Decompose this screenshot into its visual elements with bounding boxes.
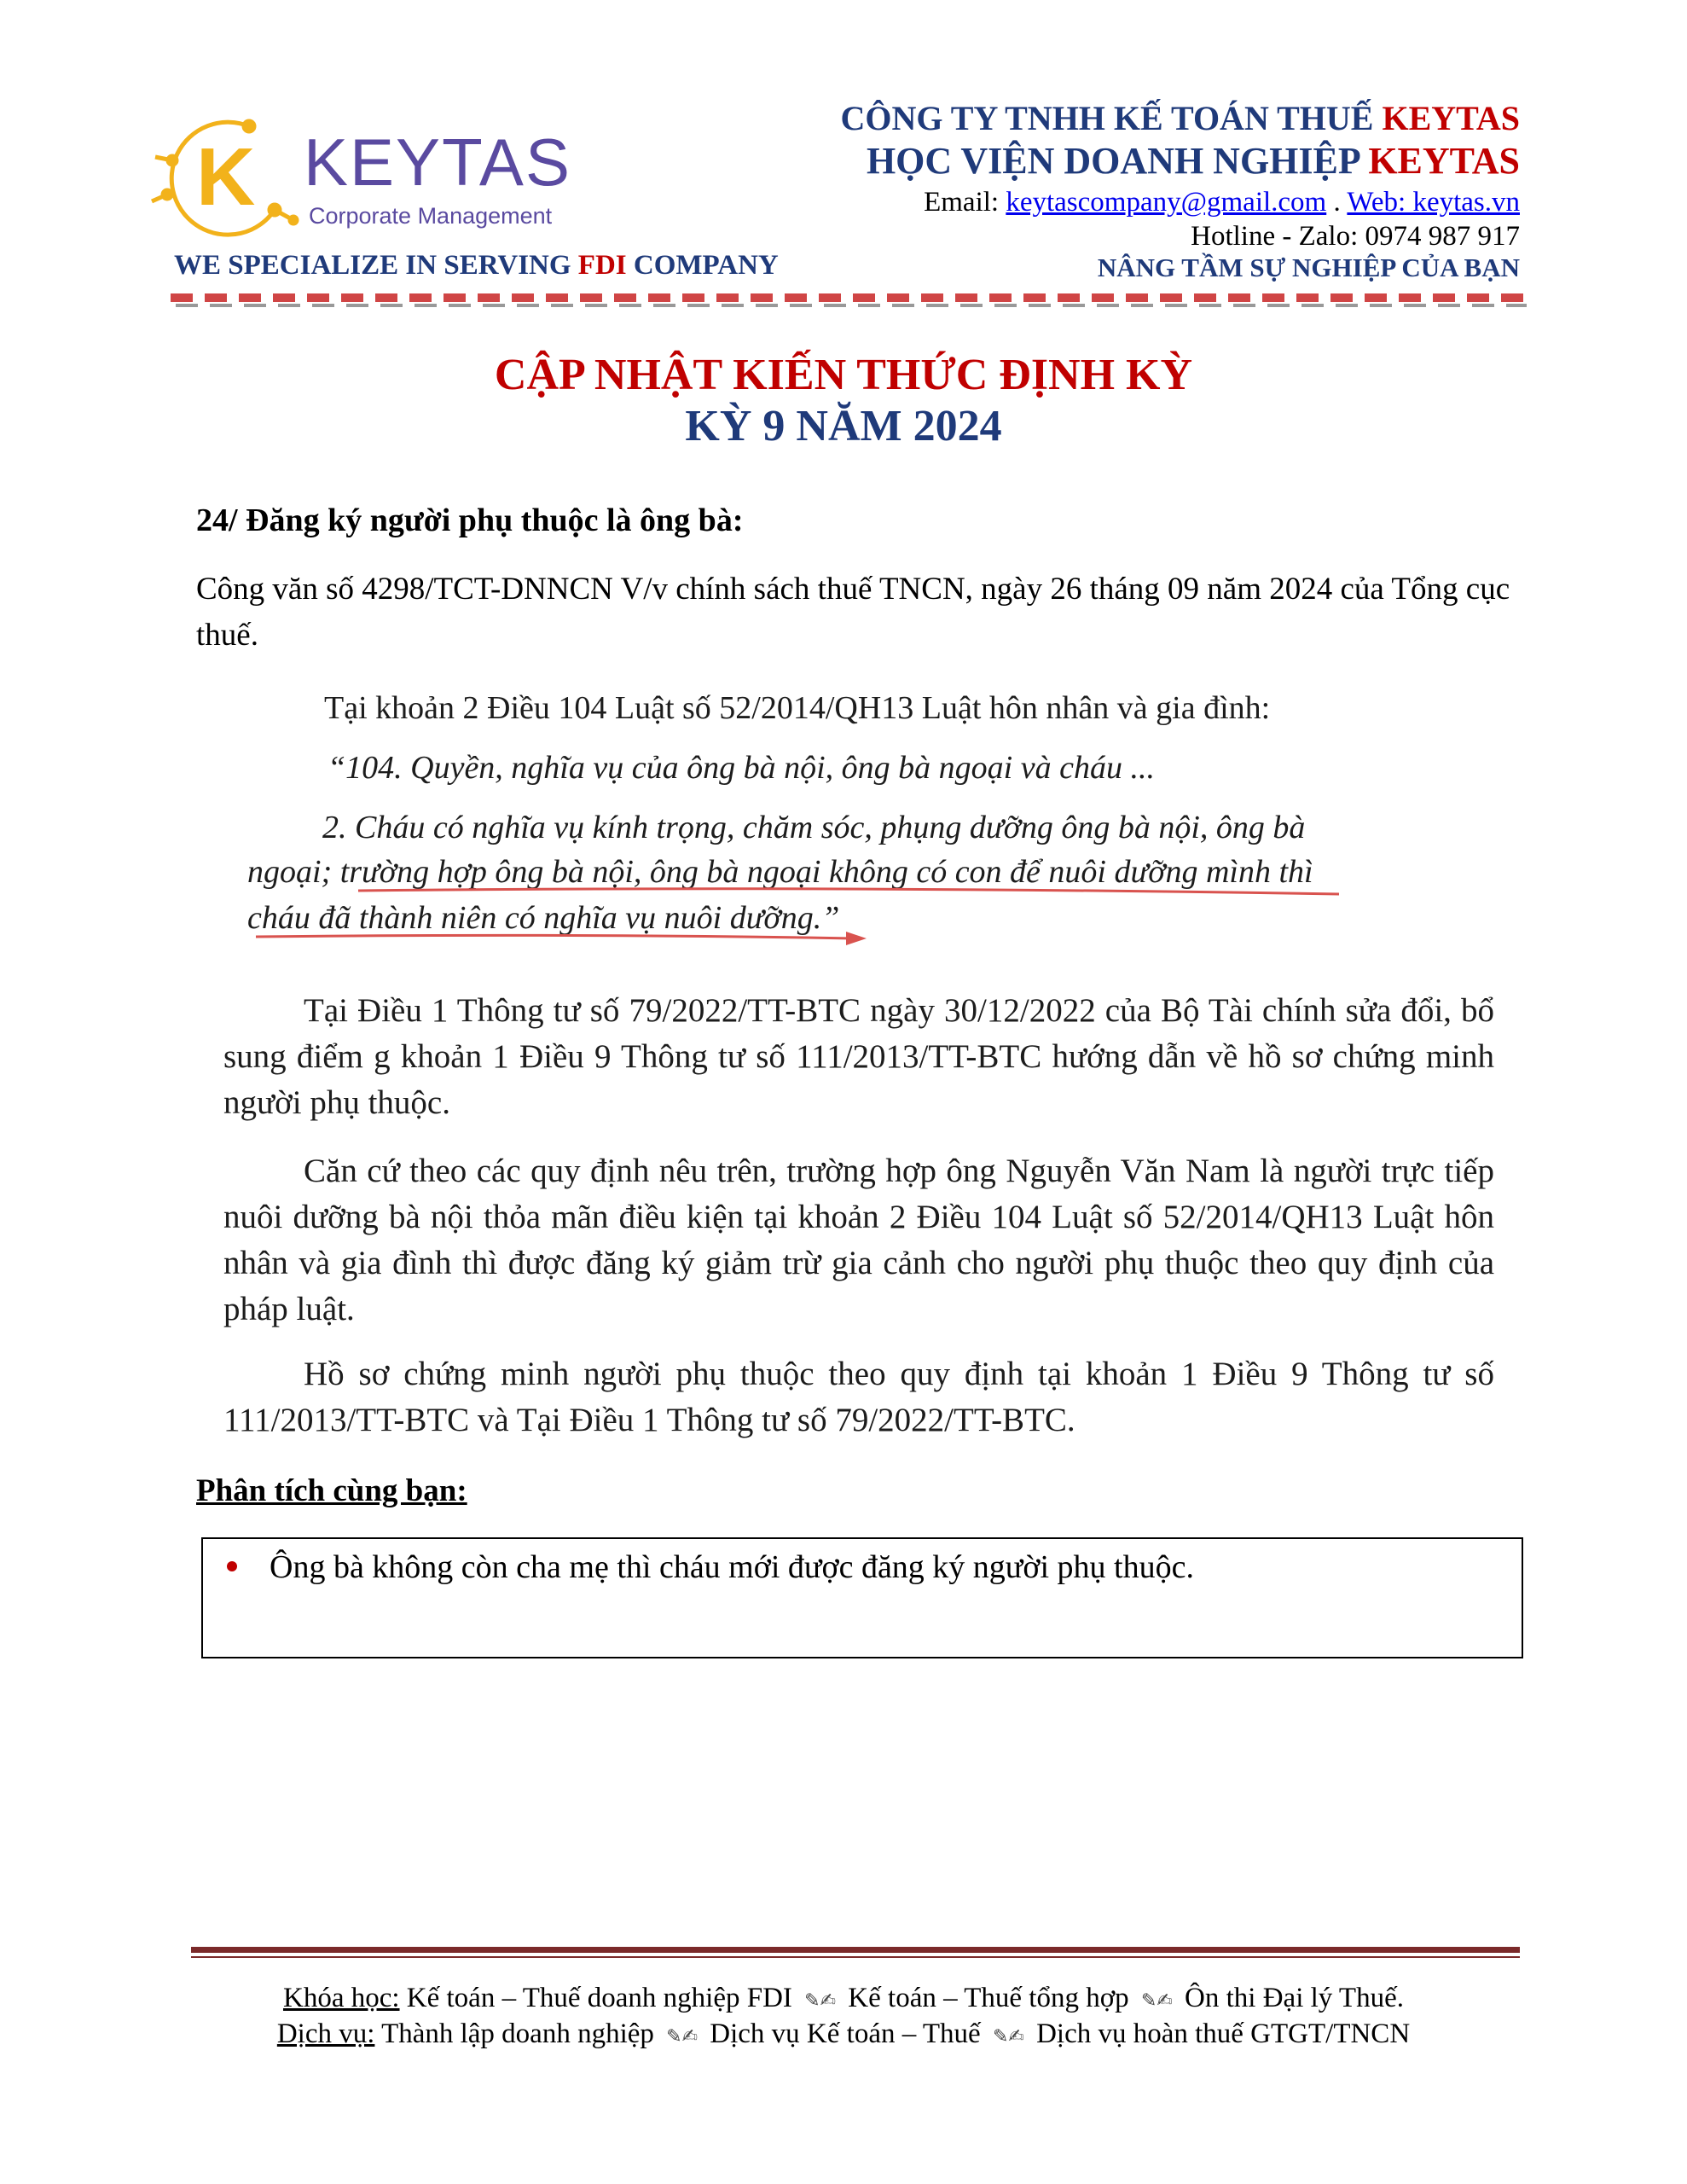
body-paragraph: Hồ sơ chứng minh người phụ thuộc theo quy định tại khoản 1 Điều 9 Thông tư số 111/2013/TT-BTC và Tại Điều 1 Thông tư số 79/2022/TT-BTC. [223,1356,1494,1438]
header-divider-shadow [176,304,1527,307]
pen-icon: ✎✍ [1140,1990,1173,2012]
academy-name: HỌC VIỆN DOANH NGHIỆP KEYTAS [866,140,1520,182]
quote-line: ngoại; trường hợp ông bà nội, ông bà ngoại không có con để nuôi dưỡng mình thì [247,854,1313,890]
contact-line: Email: keytascompany@gmail.com . Web: keytas.vn [924,187,1520,218]
quote-line: Tại khoản 2 Điều 104 Luật số 52/2014/QH13 Luật hôn nhân và gia đình: [324,690,1271,726]
logo-letter: K [196,131,256,223]
pen-icon: ✎✍ [666,2026,699,2048]
logo-subtitle: Corporate Management [309,203,553,229]
analysis-label: Phân tích cùng bạn: [196,1473,467,1508]
pen-icon: ✎✍ [992,2026,1024,2048]
logo-wordmark: KEYTAS [304,125,571,200]
keytas-logo-mark [147,109,309,246]
company-name: CÔNG TY TNHH KẾ TOÁN THUẾ KEYTAS [840,99,1520,137]
pen-icon: ✎✍ [804,1990,837,2012]
slogan-fdi: FDI [577,250,627,281]
intro-paragraph: Công văn số 4298/TCT-DNNCN V/v chính sách thuế TNCN, ngày 26 tháng 09 năm 2024 của Tổng cục thuế. [196,572,1510,653]
analysis-point: Ông bà không còn cha mẹ thì cháu mới được đăng ký người phụ thuộc. [270,1549,1194,1585]
tagline: NÂNG TẦM SỰ NGHIỆP CỦA BẠN [1097,253,1520,282]
document-title: CẬP NHẬT KIẾN THỨC ĐỊNH KỲ [494,351,1193,399]
body-paragraph: Căn cứ theo các quy định nêu trên, trường hợp ông Nguyễn Văn Nam là người trực tiếp nuôi dưỡng bà nội thỏa mãn điều kiện tại khoản 2 Điều 104 Luật số 52/2014/QH13 Luật hôn nhân và gia đình thì được đăng ký giảm trừ gia cảnh cho người phụ thuộc theo quy định của pháp luật. [223,1153,1494,1327]
footer-divider-thin [191,1956,1520,1958]
document-subtitle: KỲ 9 NĂM 2024 [685,402,1002,450]
company-slogan: WE SPECIALIZE IN SERVING FDI COMPANY [174,250,779,281]
bullet-icon [227,1561,237,1571]
services-label: Dịch vụ: [276,2018,375,2049]
header-divider [171,293,1527,302]
footer-courses: Khóa học: Kế toán – Thuế doanh nghiệp FDI ✎✍ Kế toán – Thuế tổng hợp ✎✍ Ôn thi Đại lý Thuế. [282,1983,1404,2013]
footer-divider [191,1947,1520,1953]
body-paragraph: Tại Điều 1 Thông tư số 79/2022/TT-BTC ngày 30/12/2022 của Bộ Tài chính sửa đổi, bổ sung điểm g khoản 1 Điều 9 Thông tư số 111/2013/TT-BTC hướng dẫn về hồ sơ chứng minh người phụ thuộc. [223,992,1494,1121]
email-link[interactable]: keytascompany@gmail.com [1006,187,1327,218]
section-heading: 24/ Đăng ký người phụ thuộc là ông bà: [196,502,744,538]
courses-label: Khóa học: [282,1983,400,2013]
hotline: Hotline - Zalo: 0974 987 917 [1191,221,1520,252]
web-link[interactable]: Web: keytas.vn [1347,187,1520,218]
footer-services: Dịch vụ: Thành lập doanh nghiệp ✎✍ Dịch vụ Kế toán – Thuế ✎✍ Dịch vụ hoàn thuế GTGT/TNCN [276,2018,1411,2049]
quote-line: “104. Quyền, nghĩa vụ của ông bà nội, ông bà ngoại và cháu ... [328,750,1155,786]
quote-line: 2. Cháu có nghĩa vụ kính trọng, chăm sóc, phụng dưỡng ông bà nội, ông bà [322,810,1306,845]
quote-line: cháu đã thành niên có nghĩa vụ nuôi dưỡng.” [247,900,840,936]
highlight-underline [239,884,1518,952]
